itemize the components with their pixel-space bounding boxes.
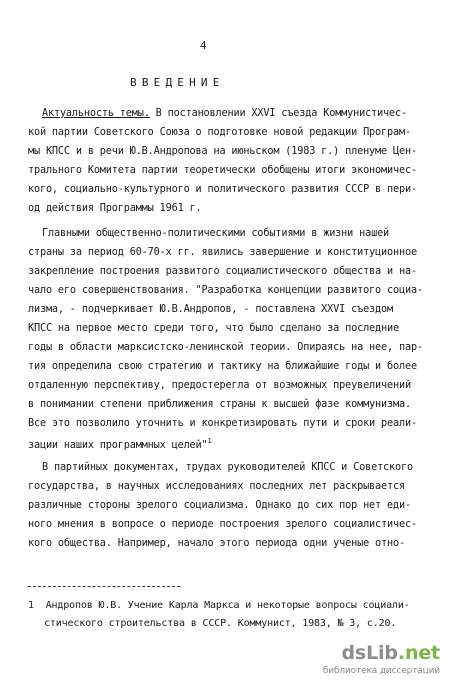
text-line: трального Комитета партии теоретически обобщены итоги экономичес- <box>28 165 417 176</box>
text-line: годы в области марксистско-ленинской теории. Опираясь на нее, пар- <box>28 342 423 353</box>
footnote-reference: 1 <box>207 437 212 445</box>
text-line: ного мнения в вопросе о периоде построения зрелого социалистичес- <box>28 519 417 530</box>
text-line: КПСС на первое место среди того, что было сделано за последние <box>28 323 399 334</box>
text-line: кого, социально-культурного и политического развития СССР в пери- <box>28 184 417 195</box>
text-line: од действия Программы 1961 г. <box>28 203 202 214</box>
text-line: тия определила свою стратегию и тактику на ближайшие годы и более <box>28 361 417 372</box>
text-line: В партийных документах, трудах руководителей КПСС и Советского <box>42 462 413 473</box>
text-line: Главными общественно-политическими событиями в жизни нашей <box>42 228 390 239</box>
text-line: Актуальность темы. В постановлении ХХVI съезда Коммунистичес- <box>42 108 407 119</box>
text-line: отдаленную перспективу, предостерегла от возможных преувеличений <box>28 380 411 391</box>
text-line: в понимании степени приближения страны к высшей фазе коммунизма. <box>28 399 411 410</box>
text-line: зации наших программных целей"$^1$ <box>28 437 212 451</box>
watermark-subtitle: библиотека диссертаций <box>322 666 440 676</box>
section-heading: ВВЕДЕНИЕ <box>130 76 225 89</box>
text-line: лизма, - подчеркивает Ю.В.Андропов, - поставлена ХХVI съездом <box>28 304 393 315</box>
text-line: чало его совершенствования. "Разработка концепции развитого социа- <box>28 285 423 296</box>
footnote-mark: 1 <box>28 600 34 611</box>
text-line: закрепление построения развитого социалистического общества и на- <box>28 266 417 277</box>
text-line: кой партии Советского Союза о подготовке новой редакции Програм- <box>28 127 411 138</box>
page-number: 4 <box>200 39 207 52</box>
footnote-separator <box>28 586 180 587</box>
text-line: кого общества. Например, начало этого периода одни ученые отно- <box>28 538 405 549</box>
watermark <box>322 642 444 682</box>
footnote-line: стического строительства в СССР. Коммунист, 1983, № 3, с.20. <box>44 618 397 629</box>
watermark-logo: dsLib.net <box>341 642 440 664</box>
text-line: государства, в научных исследованиях последних лет раскрывается <box>28 481 405 492</box>
text-line: различные стороны зрелого социализма. Однако до сих пор нет еди- <box>28 500 411 511</box>
text-line: Все это позволило уточнить и конкретизировать пути и сроки реали- <box>28 418 417 429</box>
text-line: страны за период 60-70-х гг. явились завершение и конституционное <box>28 247 417 258</box>
text-line: мы КПСС и в речи Ю.В.Андропова на июньском (1983 г.) пленуме Цен- <box>28 146 417 157</box>
footnote-line: 1 Андропов Ю.В. Учение Карла Маркса и некоторые вопросы социали- <box>28 600 410 611</box>
topic-relevance-lead: Актуальность темы. <box>42 108 150 119</box>
